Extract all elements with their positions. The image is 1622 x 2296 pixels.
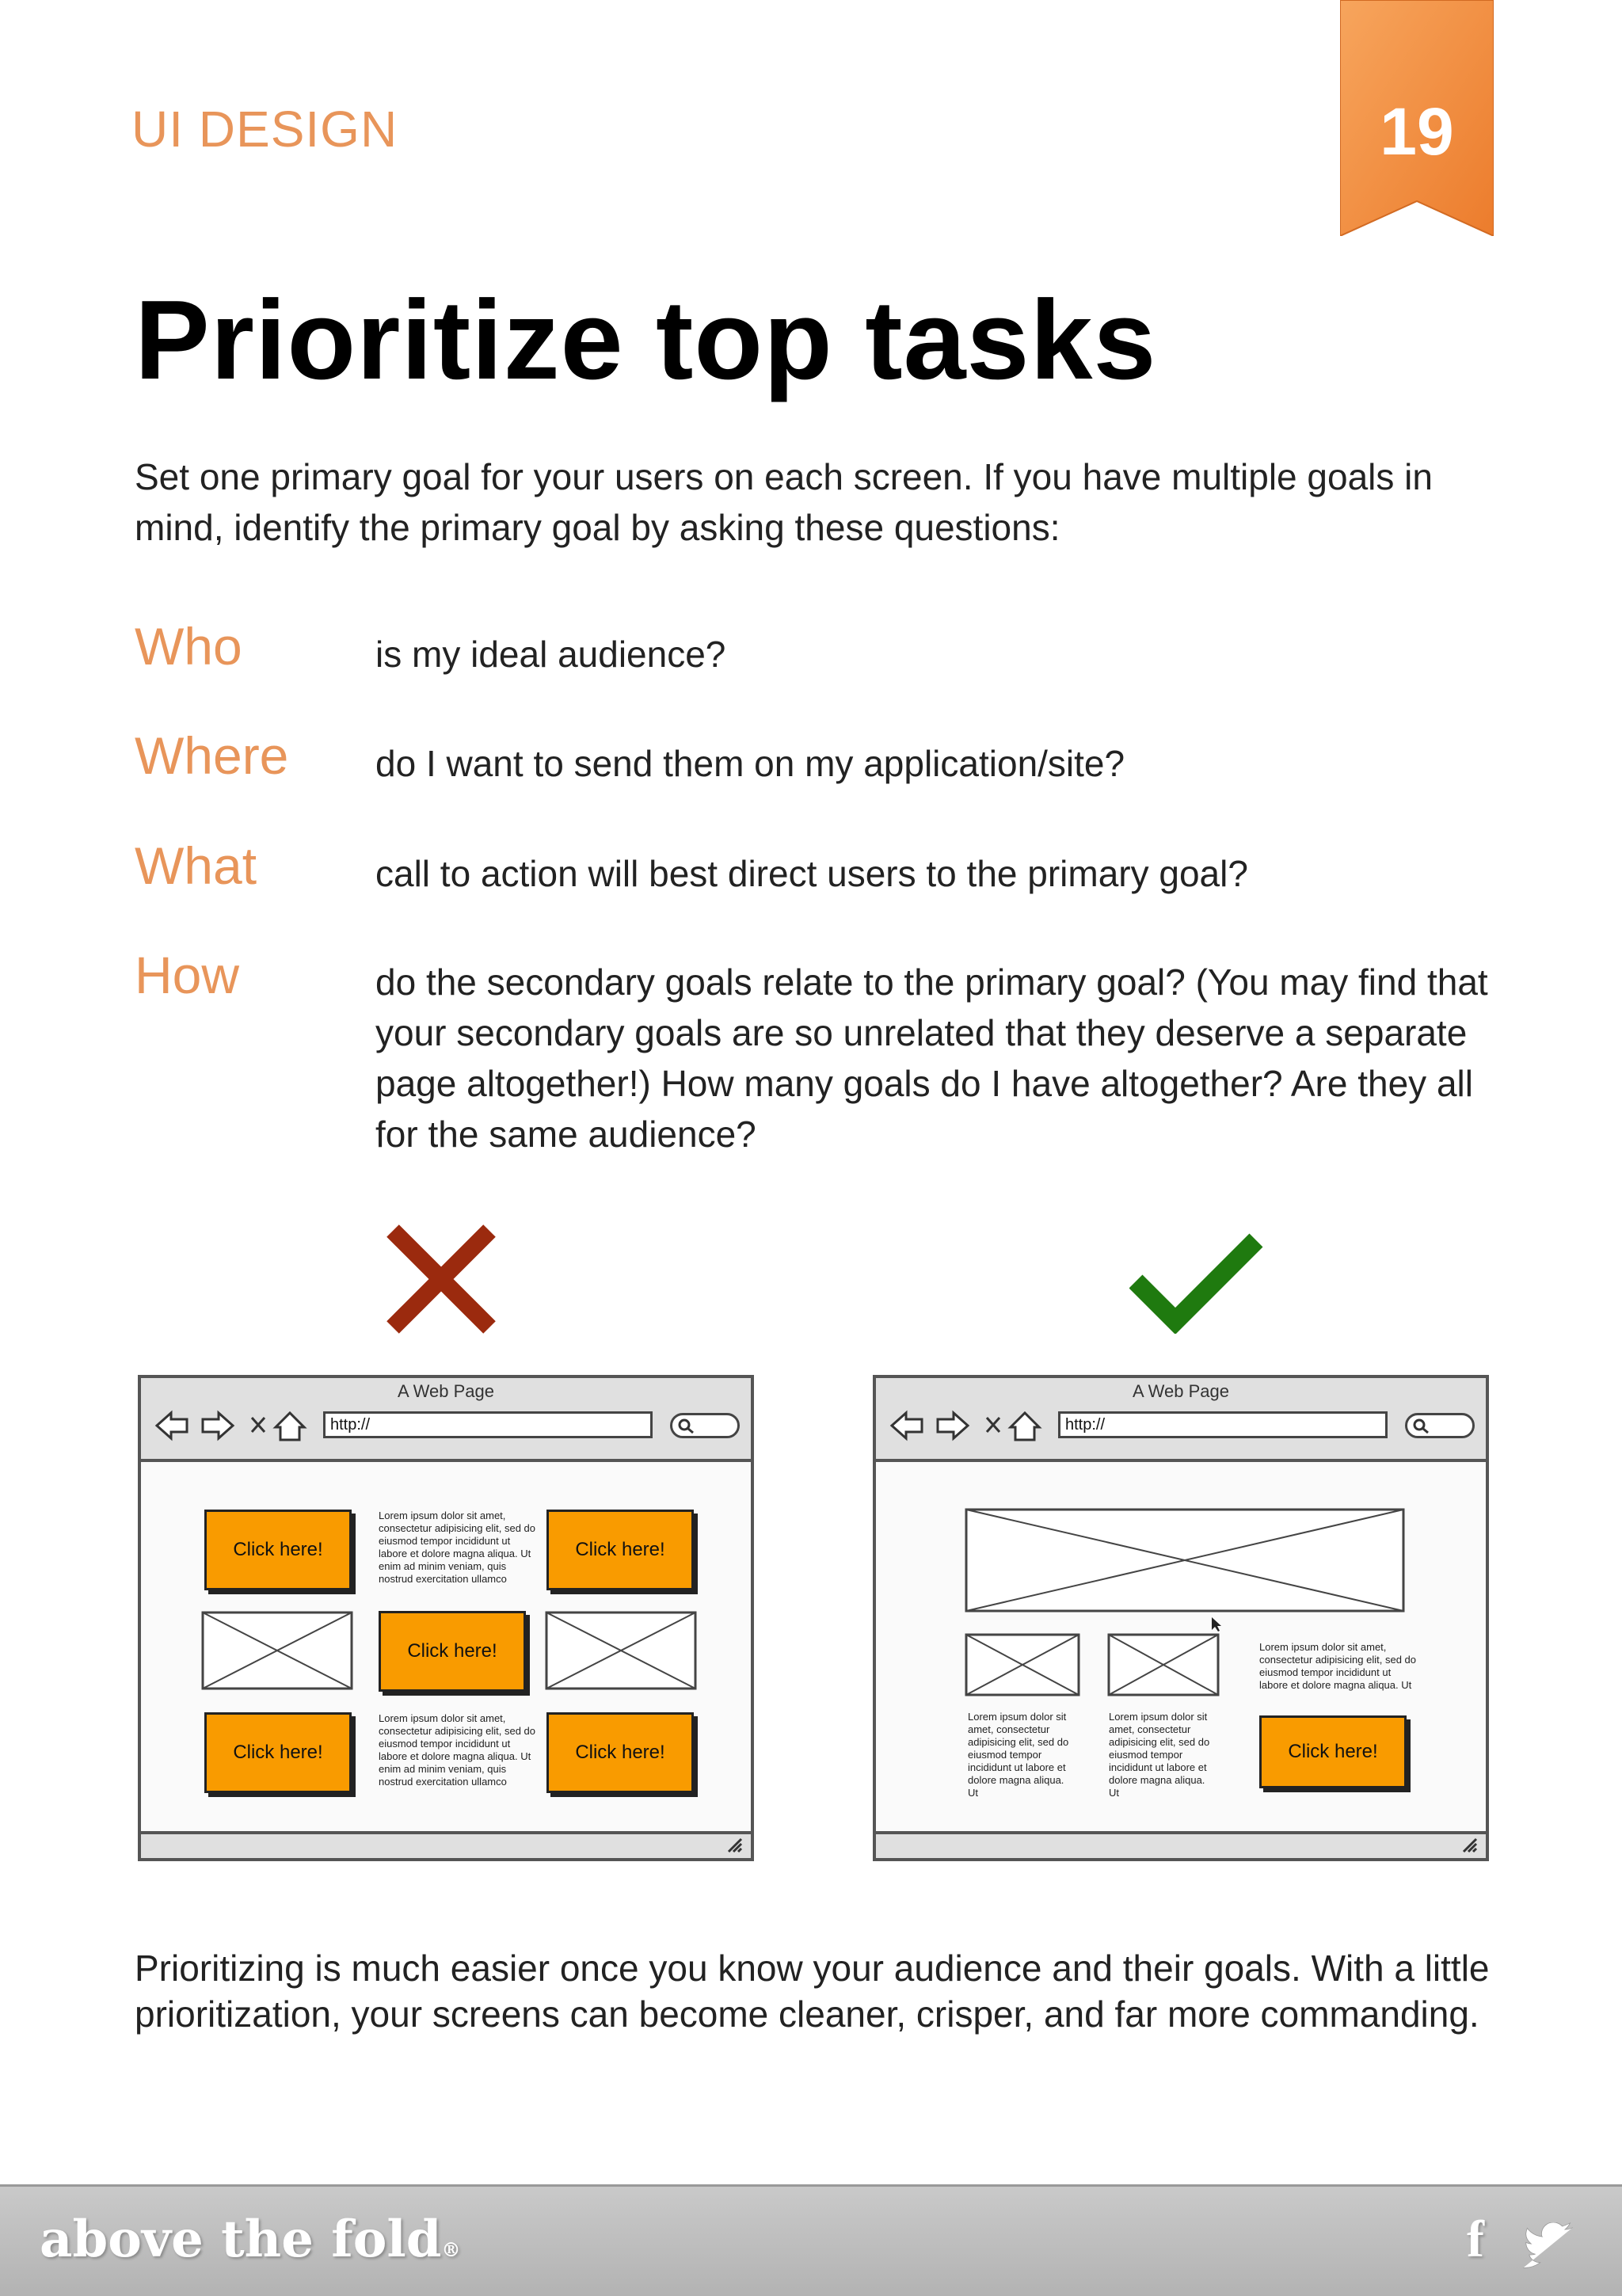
lorem-text-good-col-1: Lorem ipsum dolor sit amet, consectetur adipisicing elit, sed do eiusmod tempor incididunt ut labore et dolore magna aliqua. Ut	[968, 1711, 1069, 1799]
cta-button-bad-5: Click here!	[546, 1712, 694, 1793]
image-placeholder-icon	[965, 1633, 1080, 1696]
page-title: Prioritize top tasks	[135, 277, 1157, 403]
image-placeholder-icon	[201, 1611, 353, 1690]
lorem-text-bad-bottom: Lorem ipsum dolor sit amet, consectetur adipisicing elit, sed do eiusmod tempor incididunt ut labore et dolore magna aliqua. Ut enim ad minim veniam, quis nostrud exercitation ullamco	[379, 1712, 536, 1788]
browser-title: A Web Page	[398, 1381, 494, 1401]
wireframe-good	[873, 1375, 1489, 1861]
registered-mark: ®	[441, 2238, 461, 2261]
browser-search-field	[670, 1413, 740, 1438]
facebook-icon[interactable]: f	[1467, 2210, 1484, 2268]
wireframe-bad	[138, 1375, 754, 1861]
browser-toolbar	[141, 1378, 751, 1462]
hero-image-placeholder-icon	[965, 1508, 1405, 1613]
browser-url-field: http://	[1058, 1411, 1388, 1438]
question-word-what: What	[135, 836, 257, 895]
browser-nav-icons	[154, 1408, 312, 1443]
question-text-what: call to action will best direct users to the primary goal?	[375, 853, 1248, 894]
cursor-icon	[1210, 1616, 1223, 1633]
lorem-text-bad-top: Lorem ipsum dolor sit amet, consectetur adipisicing elit, sed do eiusmod tempor incididunt ut labore et dolore magna aliqua. Ut enim ad minim veniam, quis nostrud exercitation ullamco	[379, 1510, 536, 1585]
browser-status-bar	[876, 1831, 1486, 1858]
search-icon	[1409, 1415, 1433, 1436]
cta-button-bad-3: Click here!	[379, 1611, 526, 1692]
check-mark-icon	[1129, 1231, 1264, 1334]
lorem-text-good-col-2: Lorem ipsum dolor sit amet, consectetur adipisicing elit, sed do eiusmod tempor incididunt ut labore et dolore magna aliqua. Ut	[1109, 1711, 1210, 1799]
cta-button-good: Click here!	[1259, 1715, 1407, 1788]
browser-nav-icons	[889, 1408, 1047, 1443]
image-placeholder-icon	[545, 1611, 697, 1690]
browser-search-field	[1405, 1413, 1475, 1438]
brand-text: above the fold	[40, 2210, 442, 2269]
intro-paragraph: Set one primary goal for your users on each screen. If you have multiple goals in mind, identify the primary goal by asking these questions:	[135, 456, 1433, 548]
conclusion-paragraph: Prioritizing is much easier once you know your audience and their goals. With a little prioritization, your screens can become cleaner, crisper, and far more commanding.	[135, 1948, 1490, 2035]
resize-grip-icon	[1460, 1836, 1479, 1853]
question-text-how: do the secondary goals relate to the primary goal? (You may find that your secondary goals are so unrelated that they deserve a separate page altogether!) How many goals do I have altogether? Are they all for the same audience?	[375, 961, 1488, 1155]
brand-logo	[40, 2210, 460, 2269]
page-number: 19	[1380, 94, 1454, 169]
section-label: UI DESIGN	[131, 101, 398, 158]
cta-button-bad-4: Click here!	[204, 1712, 352, 1793]
browser-title: A Web Page	[1133, 1381, 1229, 1401]
browser-status-bar	[141, 1831, 751, 1858]
question-word-how: How	[135, 946, 240, 1004]
browser-url-field: http://	[323, 1411, 653, 1438]
image-placeholder-icon	[1107, 1633, 1220, 1696]
lorem-text-good-right: Lorem ipsum dolor sit amet, consectetur adipisicing elit, sed do eiusmod tempor incididunt ut labore et dolore magna aliqua. Ut	[1259, 1641, 1417, 1691]
question-word-where: Where	[135, 726, 289, 785]
browser-toolbar	[876, 1378, 1486, 1462]
cross-mark-icon	[385, 1223, 497, 1335]
question-text-where: do I want to send them on my application/site?	[375, 743, 1125, 784]
twitter-icon[interactable]	[1522, 2222, 1579, 2268]
question-word-who: Who	[135, 617, 242, 676]
cta-button-bad-2: Click here!	[546, 1510, 694, 1590]
cta-button-bad-1: Click here!	[204, 1510, 352, 1590]
question-text-who: is my ideal audience?	[375, 634, 726, 675]
search-icon	[674, 1415, 698, 1436]
resize-grip-icon	[725, 1836, 744, 1853]
